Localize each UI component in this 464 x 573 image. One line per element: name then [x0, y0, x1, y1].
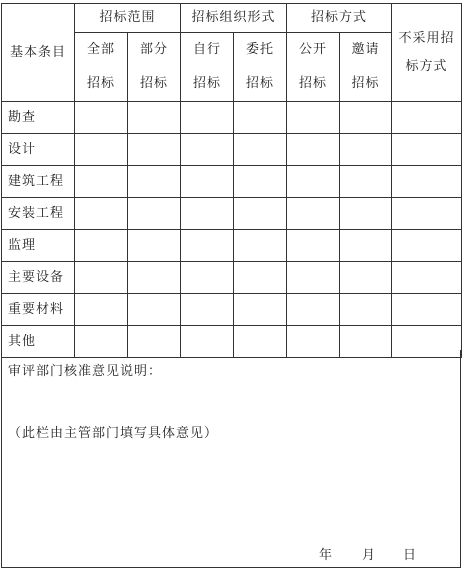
entry-cell[interactable]: [234, 230, 287, 262]
entry-cell[interactable]: [75, 134, 128, 166]
opinion-section: [1, 350, 461, 568]
row-label: 重要材料: [2, 294, 75, 326]
entry-cell[interactable]: [287, 198, 340, 230]
entry-cell[interactable]: [181, 198, 234, 230]
entry-cell[interactable]: [392, 230, 462, 262]
entry-cell[interactable]: [181, 102, 234, 134]
entry-cell[interactable]: [128, 166, 181, 198]
table-row: [2, 102, 462, 134]
entry-cell[interactable]: [128, 198, 181, 230]
entry-cell[interactable]: [287, 262, 340, 294]
entry-cell[interactable]: [287, 230, 340, 262]
sub-header-open-bid: 公开 招标: [287, 33, 340, 102]
row-label: 勘查: [2, 102, 75, 134]
entry-cell[interactable]: [181, 262, 234, 294]
entry-cell[interactable]: [128, 102, 181, 134]
opinion-title: 审评部门核准意见说明：: [8, 364, 163, 379]
table-row: [2, 166, 462, 198]
sub-header-invited-bid: 邀请 招标: [340, 33, 392, 102]
entry-cell[interactable]: [75, 198, 128, 230]
entry-cell[interactable]: [128, 230, 181, 262]
date-month: 月: [362, 548, 376, 563]
row-label: 监理: [2, 230, 75, 262]
entry-cell[interactable]: [181, 134, 234, 166]
entry-cell[interactable]: [340, 198, 392, 230]
date-day: 日: [403, 548, 417, 563]
row-label: 安装工程: [2, 198, 75, 230]
entry-cell[interactable]: [75, 230, 128, 262]
entry-cell[interactable]: [287, 102, 340, 134]
entry-cell[interactable]: [181, 166, 234, 198]
sub-header-partial-bid: 部分 招标: [128, 33, 181, 102]
entry-cell[interactable]: [234, 166, 287, 198]
date-year: 年: [319, 548, 333, 563]
table-row: [2, 230, 462, 262]
entry-cell[interactable]: [181, 294, 234, 326]
sub-header-self-bid: 自行 招标: [181, 33, 234, 102]
table-row: [2, 198, 462, 230]
entry-cell[interactable]: [392, 198, 462, 230]
row-label: 设计: [2, 134, 75, 166]
entry-cell[interactable]: [128, 262, 181, 294]
sub-header-entrusted-bid: 委托 招标: [234, 33, 287, 102]
no-bid-header: [392, 4, 462, 102]
entry-cell[interactable]: [75, 166, 128, 198]
entry-cell[interactable]: [340, 294, 392, 326]
entry-cell[interactable]: [340, 102, 392, 134]
sub-header-full-bid: 全部 招标: [75, 33, 128, 102]
entry-cell[interactable]: [234, 134, 287, 166]
entry-cell[interactable]: [392, 102, 462, 134]
basic-item-header: 基本条目: [2, 4, 75, 102]
entry-cell[interactable]: [340, 262, 392, 294]
entry-cell[interactable]: [234, 198, 287, 230]
row-label: 其他: [2, 326, 75, 358]
row-label: 建筑工程: [2, 166, 75, 198]
bid-method-header: 招标方式: [287, 4, 392, 33]
entry-cell[interactable]: [287, 166, 340, 198]
row-label: 主要设备: [2, 262, 75, 294]
entry-cell[interactable]: [392, 134, 462, 166]
no-bid-line1: 不采用招: [398, 30, 455, 46]
entry-cell[interactable]: [75, 102, 128, 134]
entry-cell[interactable]: [340, 230, 392, 262]
entry-cell[interactable]: [392, 294, 462, 326]
entry-cell[interactable]: [75, 294, 128, 326]
entry-cell[interactable]: [340, 134, 392, 166]
entry-cell[interactable]: [128, 134, 181, 166]
entry-cell[interactable]: [340, 166, 392, 198]
table-row: [2, 134, 462, 166]
entry-cell[interactable]: [392, 166, 462, 198]
bidding-table: [1, 3, 462, 358]
entry-cell[interactable]: [392, 262, 462, 294]
entry-cell[interactable]: [234, 294, 287, 326]
table-row: [2, 262, 462, 294]
bid-scope-header: 招标范围: [75, 4, 181, 33]
entry-cell[interactable]: [234, 102, 287, 134]
entry-cell[interactable]: [75, 262, 128, 294]
entry-cell[interactable]: [287, 294, 340, 326]
no-bid-line2: 标方式: [405, 58, 448, 74]
entry-cell[interactable]: [181, 230, 234, 262]
opinion-note: （此栏由主管部门填写具体意见）: [8, 426, 219, 441]
entry-cell[interactable]: [234, 262, 287, 294]
entry-cell[interactable]: [128, 294, 181, 326]
table-row: [2, 294, 462, 326]
bid-org-form-header: 招标组织形式: [181, 4, 287, 33]
entry-cell[interactable]: [287, 134, 340, 166]
